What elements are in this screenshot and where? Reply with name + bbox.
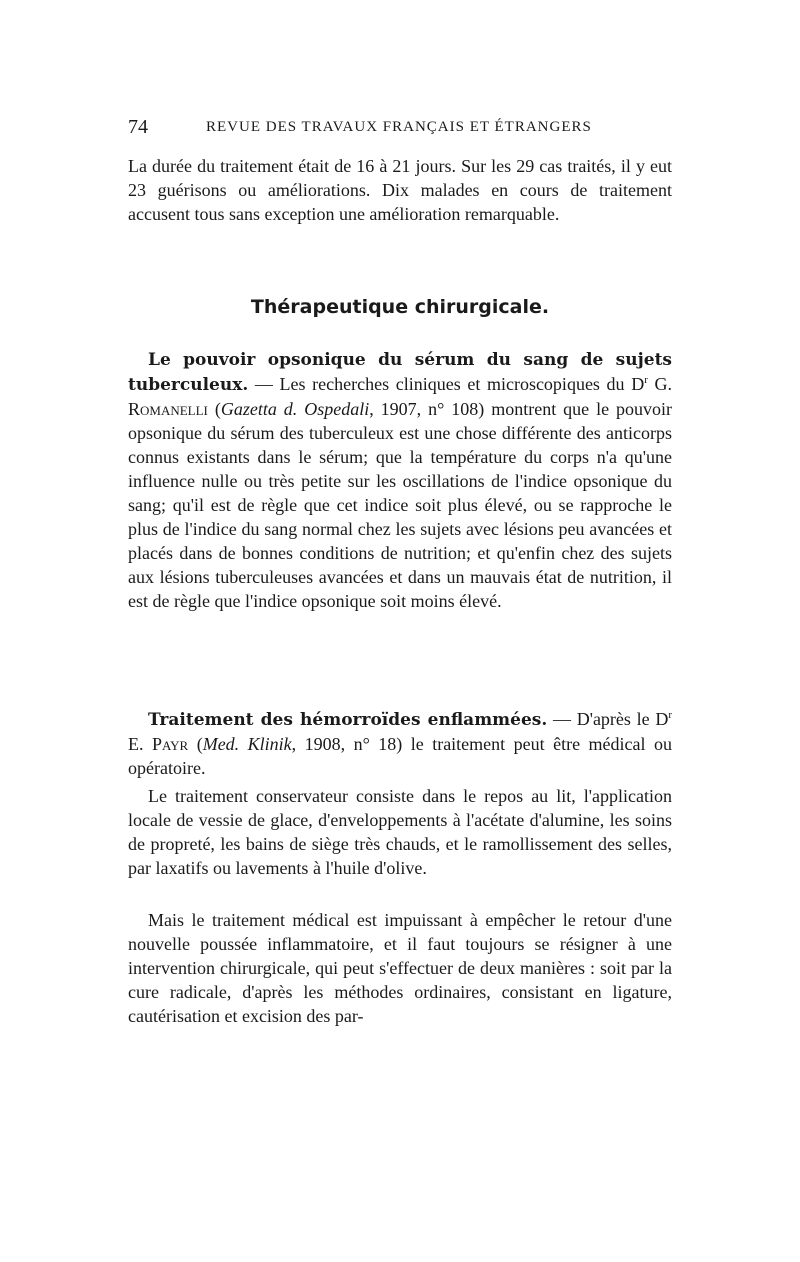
author-name: G. Romanelli — [128, 374, 673, 419]
running-header — [124, 116, 670, 142]
article-heading-opsonic: Le pouvoir opsonique du sérum du sang de sujets tuberculeux. — [128, 350, 672, 395]
page-number: 74 — [128, 116, 148, 138]
paragraph-1: La durée du traitement était de 16 à 21 jours. Sur les 29 cas traités, il y eut 23 guérisons ou améliorations. Dix malades en cours de traitement accusent tous sans exception une amélioration remarquable. — [128, 156, 672, 224]
section-title: Thérapeutique chirurgicale. — [250, 296, 550, 318]
paragraph-surgical: Mais le traitement médical est impuissant à empêcher le retour d'une nouvelle poussée inflammatoire, et il faut toujours se résigner à une intervention chirurgicale, qui peut s'effectuer de deux manières : soit par la cure radicale, d'après les méthodes ordinaires, consistant en ligature, cautérisation et excision des par- — [128, 910, 672, 1026]
ref-open: ( — [207, 399, 221, 419]
dash-text: — Les recherches cliniques et microscopiques du — [248, 374, 632, 394]
paragraph-conservative: Le traitement conservateur consiste dans le repos au lit, l'application locale de vessie de glace, d'enveloppements à l'acétate d'alumine, les soins de propreté, les bains de siège très chauds, et le ramollissement des selles, par laxatifs ou lavements à l'huile d'olive. — [128, 786, 672, 878]
doctor-sup: r — [644, 374, 648, 386]
running-title: REVUE DES TRAVAUX FRANÇAIS ET ÉTRANGERS — [206, 119, 592, 135]
journal-name: Med. Klinik — [202, 734, 292, 754]
paragraph-body: montrent que le pouvoir opsonique du sérum des tuberculeux est une chose différente des anticorps connus existants dans le sérum; que la température du corps n'a qu'une influence nulle ou très petite sur les oscillations de l'indice opsonique du sang; qu'il est de règle que cet indice soit plus élevé, ou se rapproche le plus de l'indice du sang normal chez les sujets avec lésions peu avancées et placés dans de bonnes conditions de nutrition; et qu'enfin chez des sujets aux lésions tuberculeuses avancées et dans un mauvais état de nutrition, il est de règle que l'indice opsonique soit moins élevé. — [128, 399, 673, 611]
article-heading-hemorrhoids: Traitement des hémorroïdes enflammées. — [148, 710, 548, 730]
paragraph-body: le traitement peut être médical ou opératoire. — [128, 734, 672, 778]
paragraph-hemorrhoids — [128, 707, 672, 780]
doctor-abbrev: D — [655, 709, 669, 729]
doctor-abbrev: D — [631, 374, 645, 394]
author-name: E. Payr — [128, 734, 189, 754]
ref-open: ( — [188, 734, 203, 754]
dash-text: — D'après le — [547, 709, 656, 729]
doctor-sup: r — [668, 709, 672, 721]
ref-rest: , 1907, n° 108) — [369, 399, 485, 419]
ref-rest: , 1908, n° 18) — [291, 734, 403, 754]
journal-name: Gazetta d. Ospedali — [220, 399, 370, 419]
paragraph-opsonic — [128, 347, 672, 613]
